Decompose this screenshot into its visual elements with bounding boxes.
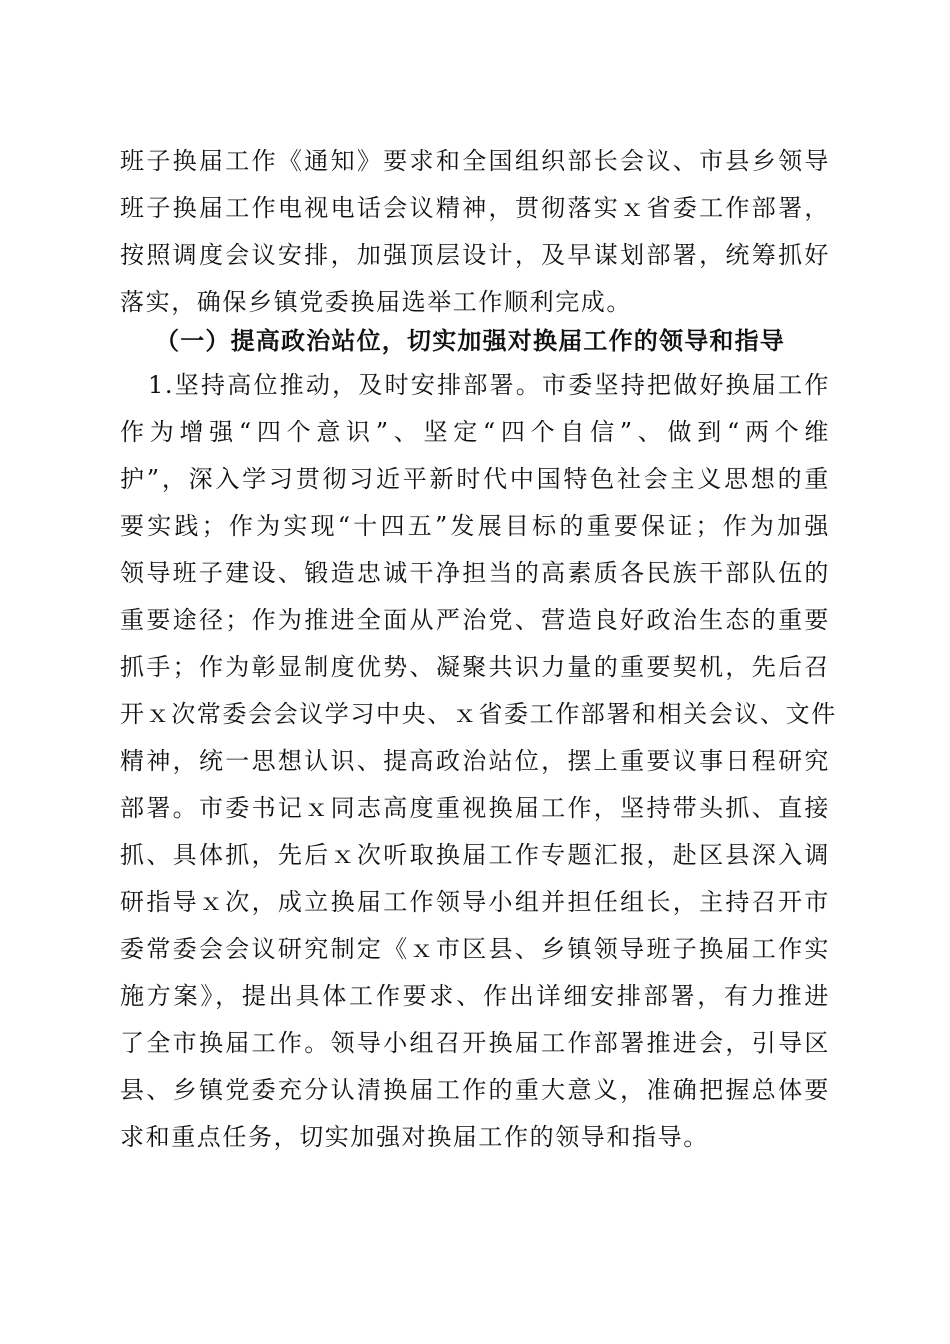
paragraph-line: 班子换届工作电视电话会议精神，贯彻落实ｘ省委工作部署， [120, 194, 830, 222]
paragraph-line: 作为增强“四个意识”、坚定“四个自信”、做到“两个维 [120, 418, 830, 446]
paragraph-line: 按照调度会议安排，加强顶层设计，及早谋划部署，统筹抓好 [120, 241, 830, 269]
section-heading: （一）提高政治站位，切实加强对换届工作的领导和指导 [155, 326, 785, 355]
paragraph-line: 了全市换届工作。领导小组召开换届工作部署推进会，引导区 [120, 1029, 830, 1057]
paragraph-line: 精神，统一思想认识、提高政治站位，摆上重要议事日程研究 [120, 747, 830, 775]
paragraph-line: 县、乡镇党委充分认清换届工作的重大意义，准确把握总体要 [120, 1076, 830, 1104]
paragraph-line: 求和重点任务，切实加强对换届工作的领导和指导。 [120, 1123, 709, 1151]
paragraph-line: 落实，确保乡镇党委换届选举工作顺利完成。 [120, 288, 632, 316]
paragraph-line: 重要途径；作为推进全面从严治党、营造良好政治生态的重要 [120, 606, 830, 634]
paragraph-line: 开ｘ次常委会会议学习中央、ｘ省委工作部署和相关会议、文件 [120, 700, 837, 728]
paragraph-line: 委常委会会议研究制定《ｘ市区县、乡镇领导班子换届工作实 [120, 935, 830, 963]
paragraph-line: 护”，深入学习贯彻习近平新时代中国特色社会主义思想的重 [120, 465, 830, 493]
paragraph-line: 研指导ｘ次，成立换届工作领导小组并担任组长，主持召开市 [120, 888, 830, 916]
paragraph-line: 领导班子建设、锻造忠诚干净担当的高素质各民族干部队伍的 [120, 559, 830, 587]
paragraph-line: 抓、具体抓，先后ｘ次听取换届工作专题汇报，赴区县深入调 [120, 841, 830, 869]
paragraph-line: 抓手；作为彰显制度优势、凝聚共识力量的重要契机，先后召 [120, 653, 830, 681]
paragraph-line: 部署。市委书记ｘ同志高度重视换届工作，坚持带头抓、直接 [120, 794, 830, 822]
paragraph-line: 施方案》，提出具体工作要求、作出详细安排部署，有力推进 [120, 982, 830, 1010]
paragraph-line: 要实践；作为实现“十四五”发展目标的重要保证；作为加强 [120, 512, 830, 540]
paragraph-line: 班子换届工作《通知》要求和全国组织部长会议、市县乡领导 [120, 147, 830, 175]
item-first-line: 1.坚持高位推动，及时安排部署。市委坚持把做好换届工作 [148, 371, 830, 399]
